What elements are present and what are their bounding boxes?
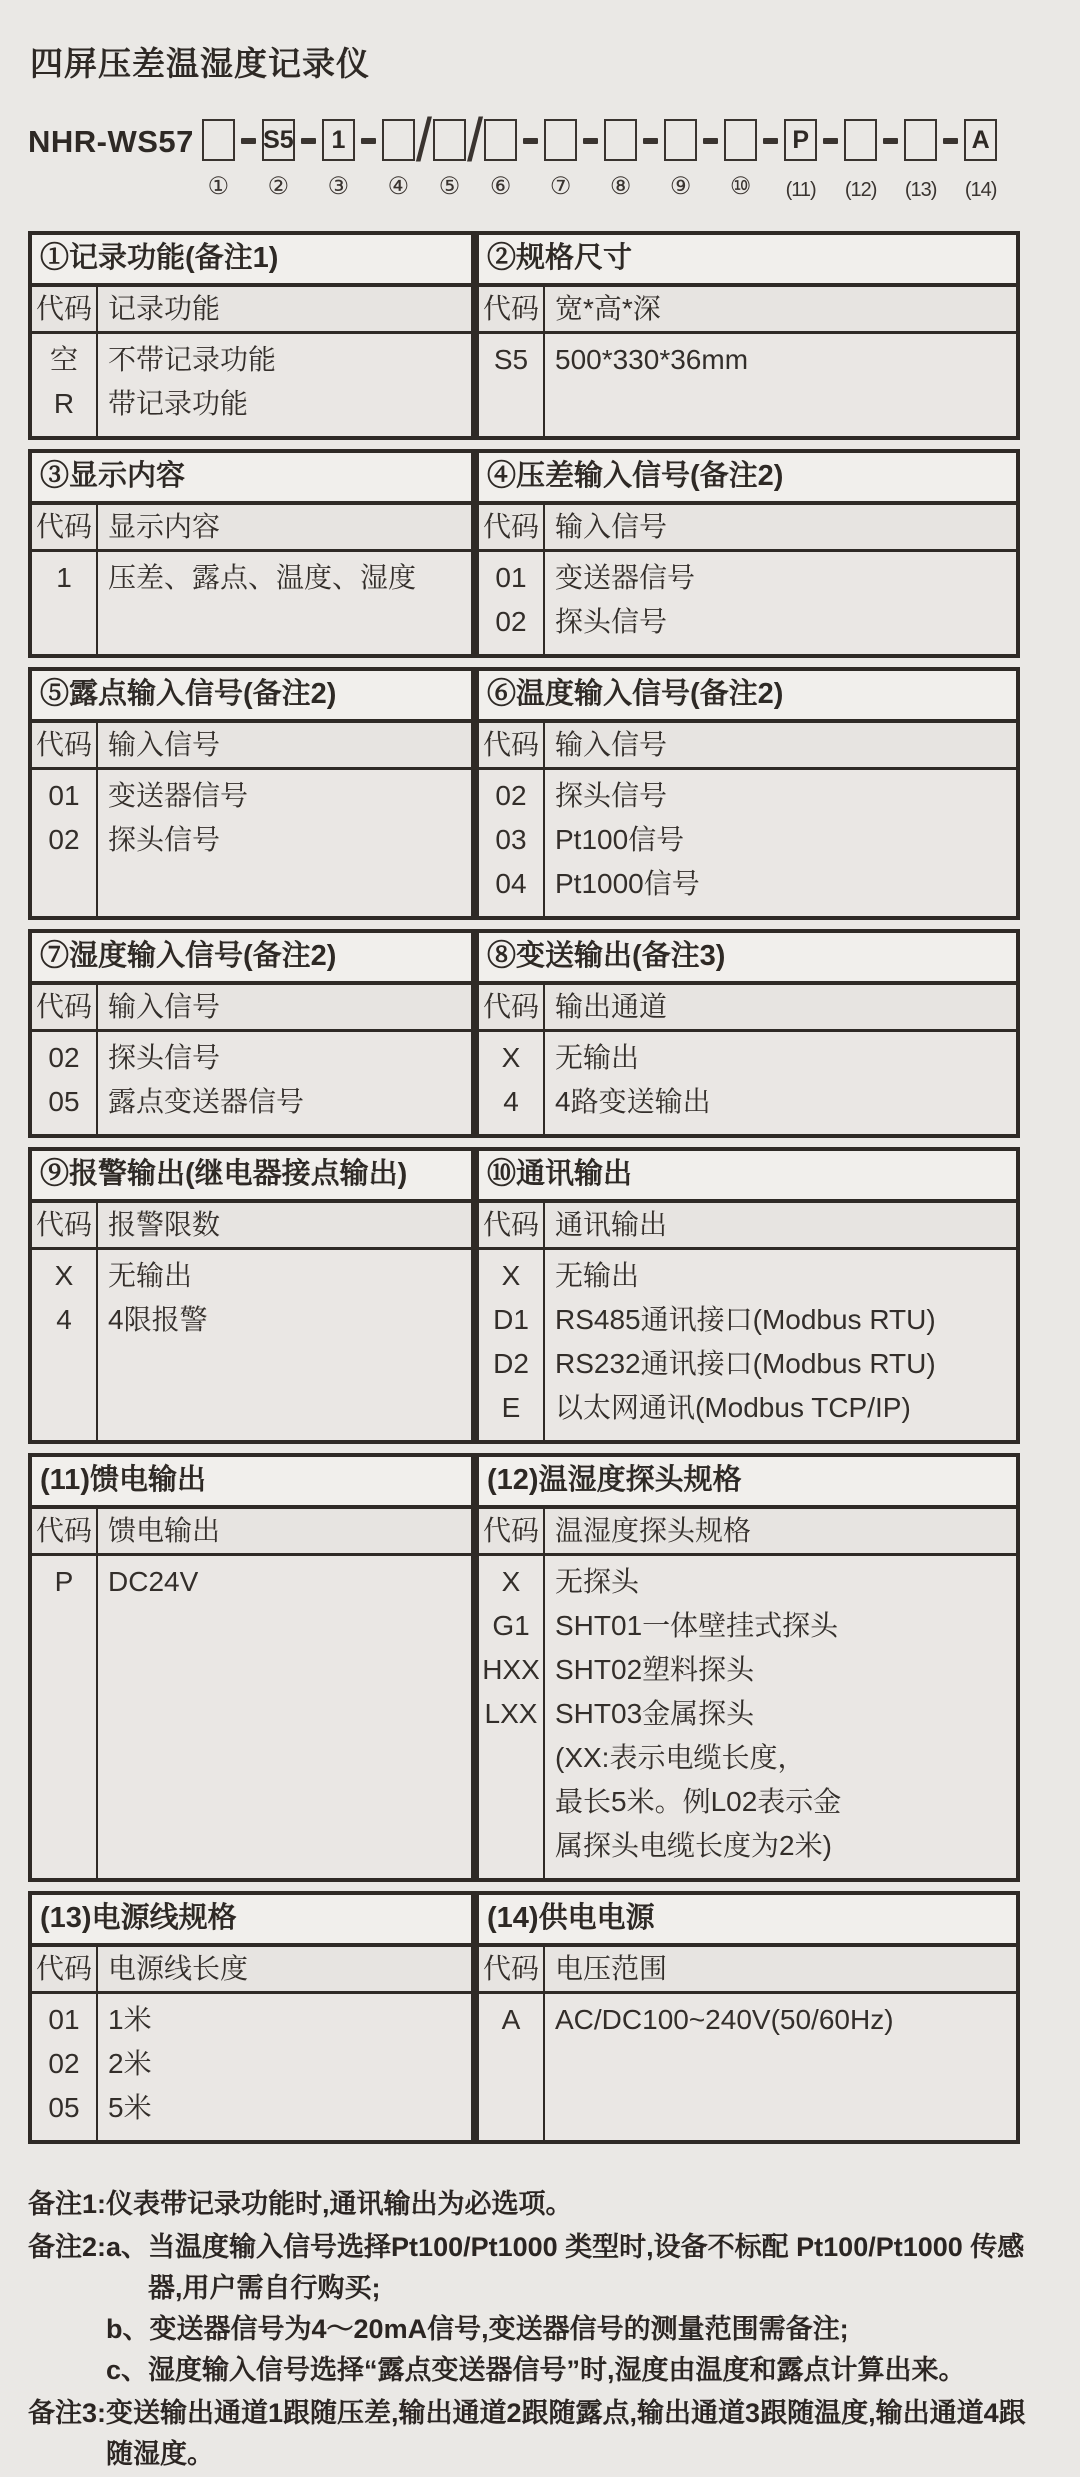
position-number-label: ⑨ xyxy=(669,173,692,200)
block-title: 温度输入信号(备注2) xyxy=(516,678,784,710)
model-position-8 xyxy=(604,119,637,200)
code-column xyxy=(479,1994,545,2140)
note-label: 备注3: xyxy=(28,2398,107,2428)
model-code-box xyxy=(382,119,415,161)
code-cell: 05 xyxy=(48,2092,80,2123)
code-cell: D2 xyxy=(493,1348,529,1379)
desc-column xyxy=(545,770,1016,916)
block-header-row xyxy=(479,505,1016,552)
dash-separator xyxy=(763,138,778,144)
block-header-row xyxy=(479,985,1016,1032)
desc-cell: Pt100信号 xyxy=(555,824,685,855)
code-cell: 空 xyxy=(49,344,78,375)
code-cell xyxy=(479,1824,543,1868)
desc-cell: 500*330*36mm xyxy=(555,344,749,375)
code-column-header: 代码 xyxy=(32,985,98,1029)
model-position-6 xyxy=(484,119,517,200)
desc-cell: 不带记录功能 xyxy=(108,344,277,375)
block-header-row xyxy=(32,1509,471,1556)
code-cell: 05 xyxy=(48,1086,80,1117)
spec-block-14 xyxy=(475,1891,1020,2144)
note-sub-text: 当温度输入信号选择Pt100/Pt1000 类型时,设备不标配 Pt100/Pt1000 传感器,用户需自行购买; xyxy=(148,2232,1025,2303)
block-number: (11) xyxy=(40,1464,90,1496)
block-header-row xyxy=(32,1947,471,1994)
desc-cell: 变送器信号 xyxy=(108,780,249,811)
code-cell: 01 xyxy=(48,780,80,811)
model-code-box xyxy=(844,119,877,161)
block-body xyxy=(479,1994,1016,2140)
dash-separator xyxy=(361,138,376,144)
desc-column xyxy=(98,1032,471,1134)
block-title: 电源线规格 xyxy=(91,1902,237,1934)
block-body xyxy=(32,334,471,436)
code-column xyxy=(479,1032,545,1134)
spec-block-6 xyxy=(475,667,1020,920)
desc-column-header: 输入信号 xyxy=(108,991,221,1022)
block-title: 报警输出(继电器接点输出) xyxy=(69,1158,408,1190)
position-number-label: ⑧ xyxy=(609,173,632,200)
dash-separator xyxy=(823,138,838,144)
spec-sheet-page xyxy=(0,38,1080,2475)
block-number: ⑧ xyxy=(487,940,517,972)
desc-cell: DC24V xyxy=(108,1566,199,1597)
block-title: 露点输入信号(备注2) xyxy=(69,678,337,710)
block-title: 压差输入信号(备注2) xyxy=(516,460,784,492)
note-1 xyxy=(28,2184,1050,2225)
code-cell: 01 xyxy=(495,562,527,593)
model-prefix: NHR-WS57 xyxy=(28,124,194,159)
block-header-row xyxy=(32,287,471,334)
block-title: 通讯输出 xyxy=(516,1158,633,1190)
model-position-4 xyxy=(382,119,415,200)
model-position-12 xyxy=(844,119,877,203)
code-cell: A xyxy=(501,2004,521,2035)
code-column-header: 代码 xyxy=(32,1509,98,1553)
dash-separator xyxy=(523,138,538,144)
note-body: 仪表带记录功能时,通讯输出为必选项。 xyxy=(106,2189,573,2219)
code-cell: 02 xyxy=(495,606,527,637)
model-code-row xyxy=(28,106,1080,203)
dash-separator xyxy=(943,138,958,144)
block-number: (12) xyxy=(487,1464,539,1496)
code-column xyxy=(32,334,98,436)
note-label: 备注1: xyxy=(28,2189,107,2219)
block-body xyxy=(32,1994,471,2140)
desc-column xyxy=(545,334,1016,436)
model-position-10 xyxy=(724,119,757,200)
code-column xyxy=(479,770,545,916)
model-position-13 xyxy=(904,119,937,203)
desc-column-header: 记录功能 xyxy=(108,293,221,324)
note-sub-label: a、 xyxy=(106,2232,149,2262)
block-title: 显示内容 xyxy=(69,460,186,492)
desc-column xyxy=(98,770,471,916)
spec-block-9 xyxy=(28,1147,475,1444)
code-column-header: 代码 xyxy=(32,505,98,549)
footnotes xyxy=(28,2184,1050,2475)
block-body xyxy=(32,1032,471,1134)
position-number-label: ⑩ xyxy=(729,173,752,200)
desc-cell: SHT02塑料探头 xyxy=(555,1654,755,1685)
block-body xyxy=(479,1032,1016,1134)
code-cell: G1 xyxy=(492,1610,530,1641)
desc-cell: RS232通讯接口(Modbus RTU) xyxy=(555,1348,936,1379)
note-sub-item xyxy=(106,2227,1050,2309)
desc-column-header: 通讯输出 xyxy=(555,1209,668,1240)
spec-block-10 xyxy=(475,1147,1020,1444)
code-cell: R xyxy=(53,388,75,419)
block-body xyxy=(32,552,471,654)
code-cell: 04 xyxy=(495,868,527,899)
desc-column-header: 电源线长度 xyxy=(108,1953,249,1984)
note-2 xyxy=(28,2227,1050,2391)
code-column xyxy=(32,1250,98,1440)
desc-column xyxy=(98,1556,471,1878)
code-column-header: 代码 xyxy=(32,723,98,767)
block-number: ⑤ xyxy=(40,678,70,710)
position-number-label: ② xyxy=(267,173,290,200)
slash-separator: / xyxy=(415,106,433,175)
block-title: 规格尺寸 xyxy=(516,242,633,274)
spec-block-2 xyxy=(475,231,1020,440)
note-body xyxy=(106,2227,1050,2391)
position-number-label: (11) xyxy=(785,179,816,201)
block-header-row xyxy=(32,1203,471,1250)
desc-column xyxy=(545,1556,1016,1878)
block-header-row xyxy=(479,287,1016,334)
desc-cell: 4限报警 xyxy=(108,1304,208,1335)
code-cell: 02 xyxy=(48,824,80,855)
model-code-box xyxy=(664,119,697,161)
desc-cell: 1米 xyxy=(108,2004,152,2035)
spec-block-11 xyxy=(28,1453,475,1882)
desc-cell: 2米 xyxy=(108,2048,152,2079)
block-header-row xyxy=(479,723,1016,770)
block-number: ④ xyxy=(487,460,517,492)
block-number: ② xyxy=(487,242,517,274)
block-header-row xyxy=(479,1203,1016,1250)
position-number-label: ⑦ xyxy=(549,173,572,200)
model-code-box xyxy=(202,119,235,161)
spec-block-1 xyxy=(28,231,475,440)
code-cell: X xyxy=(54,1260,74,1291)
code-column xyxy=(32,770,98,916)
model-code-box xyxy=(484,119,517,161)
desc-column xyxy=(545,552,1016,654)
block-title: 温湿度探头规格 xyxy=(538,1464,742,1496)
code-column xyxy=(479,1556,545,1878)
desc-column-header: 显示内容 xyxy=(108,511,221,542)
desc-cell: (XX:表示电缆长度， xyxy=(555,1742,806,1773)
note-label: 备注2: xyxy=(28,2232,107,2262)
code-cell: P xyxy=(54,1566,74,1597)
dash-separator xyxy=(583,138,598,144)
block-number: (13) xyxy=(40,1902,92,1934)
desc-column xyxy=(98,552,471,654)
code-column-header: 代码 xyxy=(32,1947,98,1991)
desc-cell: 带记录功能 xyxy=(108,388,249,419)
model-position-14 xyxy=(964,119,997,203)
code-cell: X xyxy=(501,1042,521,1073)
code-column-header: 代码 xyxy=(479,505,545,549)
model-code-box: A xyxy=(964,119,997,161)
dash-separator xyxy=(241,138,256,144)
code-cell: X xyxy=(501,1566,521,1597)
position-number-label: ⑥ xyxy=(489,173,512,200)
desc-column-header: 输出通道 xyxy=(555,991,668,1022)
model-position-11 xyxy=(784,119,817,203)
spec-block-8 xyxy=(475,929,1020,1138)
spec-block-5 xyxy=(28,667,475,920)
note-3 xyxy=(28,2393,1050,2475)
block-number: ① xyxy=(40,242,70,274)
code-column-header: 代码 xyxy=(479,723,545,767)
dash-separator xyxy=(301,138,316,144)
block-number: ⑥ xyxy=(487,678,517,710)
desc-column-header: 电压范围 xyxy=(555,1953,668,1984)
desc-cell: AC/DC100~240V(50/60Hz) xyxy=(555,2004,894,2035)
desc-cell: SHT03金属探头 xyxy=(555,1698,755,1729)
spec-table-grid xyxy=(28,231,1020,2144)
desc-column-header: 输入信号 xyxy=(108,729,221,760)
position-number-label: ① xyxy=(207,173,230,200)
code-cell: 02 xyxy=(495,780,527,811)
desc-column xyxy=(545,1032,1016,1134)
code-column xyxy=(32,1994,98,2140)
model-code-box xyxy=(604,119,637,161)
desc-cell: 无输出 xyxy=(555,1260,640,1291)
model-code-box: S5 xyxy=(262,119,295,161)
desc-column-header: 输入信号 xyxy=(555,729,668,760)
desc-cell: 探头信号 xyxy=(108,1042,221,1073)
desc-cell: RS485通讯接口(Modbus RTU) xyxy=(555,1304,936,1335)
desc-cell: 5米 xyxy=(108,2092,152,2123)
block-body xyxy=(479,334,1016,436)
model-position-3 xyxy=(322,119,355,200)
spec-block-3 xyxy=(28,449,475,658)
model-code-box: 1 xyxy=(322,119,355,161)
code-column-header: 代码 xyxy=(32,287,98,331)
block-body xyxy=(479,770,1016,916)
desc-column xyxy=(98,1994,471,2140)
block-title: 馈电输出 xyxy=(89,1464,206,1496)
block-title: 记录功能(备注1) xyxy=(69,242,279,274)
position-number-label: ⑤ xyxy=(438,173,461,200)
desc-cell: 最长5米。例L02表示金 xyxy=(555,1786,842,1817)
code-column xyxy=(32,552,98,654)
position-number-label: ④ xyxy=(387,173,410,200)
block-title: 变送输出(备注3) xyxy=(516,940,726,972)
code-column-header: 代码 xyxy=(479,985,545,1029)
dash-separator xyxy=(643,138,658,144)
position-number-label: ③ xyxy=(327,173,350,200)
spec-block-7 xyxy=(28,929,475,1138)
code-column-header: 代码 xyxy=(479,1203,545,1247)
desc-column xyxy=(545,1250,1016,1440)
code-cell: 4 xyxy=(503,1086,519,1117)
code-column-header: 代码 xyxy=(479,1947,545,1991)
model-position-9 xyxy=(664,119,697,200)
block-body xyxy=(32,770,471,916)
block-title: 湿度输入信号(备注2) xyxy=(69,940,337,972)
block-body xyxy=(32,1250,471,1440)
desc-column-header: 报警限数 xyxy=(108,1209,221,1240)
code-cell: LXX xyxy=(484,1698,538,1729)
desc-cell: 变送器信号 xyxy=(555,562,696,593)
dash-separator xyxy=(883,138,898,144)
block-body xyxy=(479,1250,1016,1440)
desc-cell: 探头信号 xyxy=(555,780,668,811)
spec-block-13 xyxy=(28,1891,475,2144)
note-body: 变送输出通道1跟随压差,输出通道2跟随露点,输出通道3跟随温度,输出通道4跟随湿度。 xyxy=(106,2398,1026,2469)
code-cell: HXX xyxy=(482,1654,540,1685)
desc-cell: 属探头电缆长度为2米) xyxy=(555,1830,832,1861)
block-body xyxy=(479,1556,1016,1878)
desc-cell: Pt1000信号 xyxy=(555,868,700,899)
code-cell: 1 xyxy=(56,562,72,593)
model-code-box: P xyxy=(784,119,817,161)
code-cell: 4 xyxy=(56,1304,72,1335)
model-code-box xyxy=(433,119,466,161)
desc-cell: 以太网通讯(Modbus TCP/IP) xyxy=(555,1392,911,1423)
block-body xyxy=(32,1556,471,1878)
spec-block-4 xyxy=(475,449,1020,658)
code-column xyxy=(32,1556,98,1878)
code-cell: 03 xyxy=(495,824,527,855)
code-cell: S5 xyxy=(493,344,529,375)
desc-column-header: 馈电输出 xyxy=(108,1515,221,1546)
page-title: 四屏压差温湿度记录仪 xyxy=(30,45,370,82)
spec-block-12 xyxy=(475,1453,1020,1882)
desc-cell: 露点变送器信号 xyxy=(108,1086,305,1117)
model-code-box xyxy=(544,119,577,161)
code-cell xyxy=(479,1780,543,1824)
desc-cell: 无探头 xyxy=(555,1566,640,1597)
model-code-box xyxy=(724,119,757,161)
code-cell: 01 xyxy=(48,2004,80,2035)
block-header-row xyxy=(32,723,471,770)
code-cell xyxy=(479,1736,543,1780)
code-cell: X xyxy=(501,1260,521,1291)
block-header-row xyxy=(32,985,471,1032)
dash-separator xyxy=(703,138,718,144)
block-number: ⑦ xyxy=(40,940,70,972)
model-position-5 xyxy=(433,119,466,200)
code-column-header: 代码 xyxy=(479,1509,545,1553)
desc-column-header: 输入信号 xyxy=(555,511,668,542)
slash-separator: / xyxy=(467,106,484,175)
note-sub-item xyxy=(106,2309,1050,2350)
model-position-1 xyxy=(202,119,235,200)
code-column xyxy=(479,334,545,436)
position-number-label: (14) xyxy=(964,179,997,201)
note-sub-label: c、 xyxy=(106,2355,149,2385)
desc-cell: 探头信号 xyxy=(108,824,221,855)
desc-cell: 无输出 xyxy=(555,1042,640,1073)
desc-column xyxy=(98,334,471,436)
desc-cell: SHT01一体壁挂式探头 xyxy=(555,1610,839,1641)
desc-cell: 4路变送输出 xyxy=(555,1086,711,1117)
code-column xyxy=(479,1250,545,1440)
code-cell: 02 xyxy=(48,1042,80,1073)
block-body xyxy=(479,552,1016,654)
block-number: ③ xyxy=(40,460,70,492)
desc-cell: 探头信号 xyxy=(555,606,668,637)
block-number: ⑩ xyxy=(487,1158,517,1190)
block-header-row xyxy=(479,1947,1016,1994)
code-cell: D1 xyxy=(493,1304,529,1335)
desc-cell: 压差、露点、温度、湿度 xyxy=(108,562,417,593)
code-cell: 02 xyxy=(48,2048,80,2079)
note-sub-text: 变送器信号为4～20mA信号,变送器信号的测量范围需备注; xyxy=(149,2314,849,2344)
desc-column-header: 温湿度探头规格 xyxy=(555,1515,752,1546)
block-header-row xyxy=(32,505,471,552)
code-cell: E xyxy=(501,1392,521,1423)
position-number-label: (12) xyxy=(844,179,877,201)
code-column-header: 代码 xyxy=(32,1203,98,1247)
code-column xyxy=(32,1032,98,1134)
note-sub-text: 湿度输入信号选择“露点变送器信号”时,湿度由温度和露点计算出来。 xyxy=(148,2355,966,2385)
desc-column xyxy=(545,1994,1016,2140)
desc-column-header: 宽*高*深 xyxy=(555,293,661,324)
model-code-box xyxy=(904,119,937,161)
block-number: (14) xyxy=(487,1902,539,1934)
block-title: 供电电源 xyxy=(538,1902,655,1934)
note-sub-label: b、 xyxy=(106,2314,150,2344)
model-position-7 xyxy=(544,119,577,200)
desc-column xyxy=(98,1250,471,1440)
block-header-row xyxy=(479,1509,1016,1556)
code-column xyxy=(479,552,545,654)
code-column-header: 代码 xyxy=(479,287,545,331)
position-number-label: (13) xyxy=(904,179,937,201)
model-position-2 xyxy=(262,119,295,200)
desc-cell: 无输出 xyxy=(108,1260,193,1291)
block-number: ⑨ xyxy=(40,1158,70,1190)
note-sub-item xyxy=(106,2350,1050,2391)
